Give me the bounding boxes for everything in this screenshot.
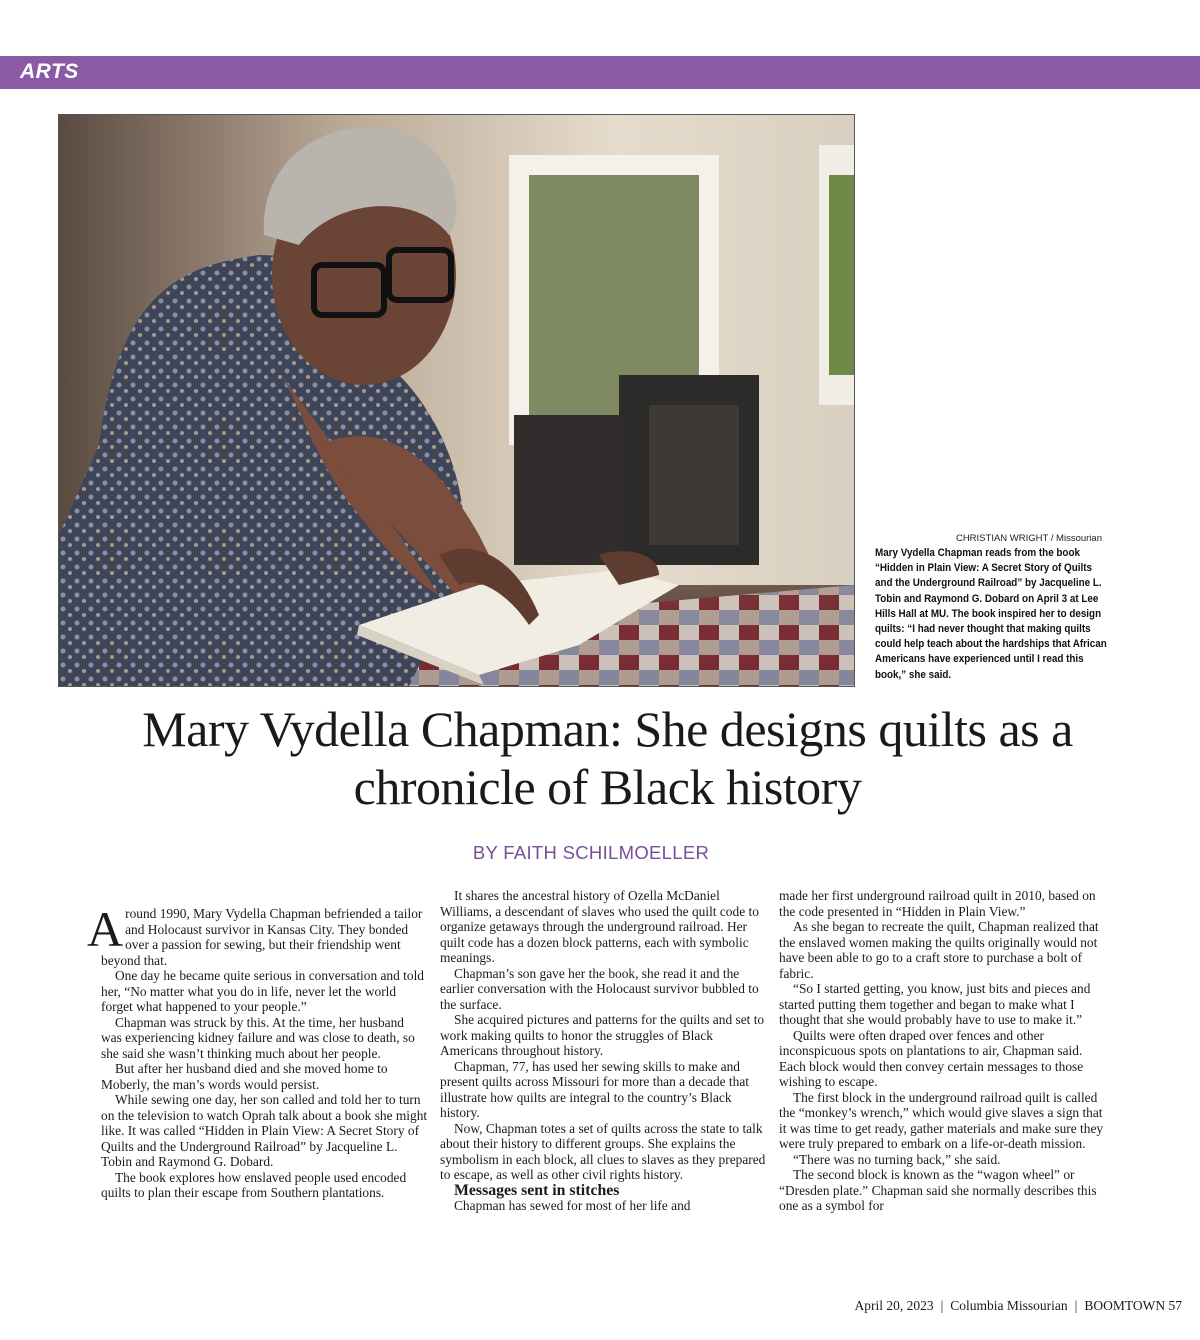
article-paragraph: It shares the ancestral history of Ozella McDaniel Williams, a descendant of slaves who used the quilt code to organize getaways through the underground railroad. Her quilt code has a dozen block patterns, each with symbolic meanings. [440,888,759,965]
article-paragraph: While sewing one day, her son called and told her to turn on the television to watch Oprah talk about a book she might like. It was called “Hidden in Plain View: A Secret Story of Quilts and the Underground Railroad” by Jacqueline L. Tobin and Raymond G. Dobard. [101,1092,428,1169]
article-photo [58,114,855,687]
article-paragraph: The second block is known as the “wagon wheel” or “Dresden plate.” Chapman said she normally describes this one as a symbol for [779,1167,1097,1213]
article-paragraph: Chapman was struck by this. At the time, her husband was experiencing kidney failure and was close to death, so she said she wasn’t thinking much about her people. [101,1014,415,1061]
article-paragraph: The first block in the underground railroad quilt is called the “monkey’s wrench,” which would give slaves a sign that it was time to get ready, gather materials and make sure they were truly prepared to embark on a life-or-death mission. [779,1089,1104,1151]
article-column-1 [87,888,428,1201]
photo-caption: Mary Vydella Chapman reads from the book “Hidden in Plain View: A Secret Story of Quilts and the Underground Railroad” by Jacqueline L. Tobin and Raymond G. Dobard on April 3 at Lee Hills Hall at MU. The book inspired her to design quilts: “I had never thought that making quilts could help teach about the hardships that African Americans have experienced until I read this book,” she said. [875,547,1107,681]
article-paragraph: She acquired pictures and patterns for the quilts and set to work making quilts to honor the struggles of Black Americans throughout history. [440,1012,765,1058]
article-paragraph: But after her husband died and she moved home to Moberly, the man’s words would persist. [101,1061,388,1092]
article-paragraph: Now, Chapman totes a set of quilts across the state to talk about their history to different groups. She explains the symbolism in each block, all clues to slaves as they prepared to escape, as well as other civil rights history. [440,1120,766,1182]
section-bar [0,56,1200,89]
footer-date: April 20, 2023 [854,1298,934,1313]
article-paragraph: Chapman’s son gave her the book, she read it and the earlier conversation with the Holocaust survivor bubbled to the surface. [440,965,759,1012]
article-subhead: Messages sent in stitches [454,1181,620,1199]
article-paragraph [87,888,428,968]
paragraph-text: round 1990, Mary Vydella Chapman befriended a tailor and Holocaust survivor in Kansas City. They bonded over a passion for sewing, but their friendship went beyond that. [101,906,423,968]
footer-separator: | [1074,1298,1078,1313]
article-paragraph: “There was no turning back,” she said. [793,1151,1001,1167]
article-column-2 [440,888,767,1214]
article-paragraph: Chapman has sewed for most of her life and [454,1198,691,1213]
article-paragraph: The book explores how enslaved people used encoded quilts to plan their escape from Southern plantations. [101,1169,407,1200]
photo-credit: CHRISTIAN WRIGHT / Missourian [955,533,1102,544]
drop-cap: A [87,901,124,957]
article-paragraph: made her first underground railroad quilt in 2010, based on the code presented in “Hidden in Plain View.” [779,888,1096,919]
footer-separator: | [940,1298,944,1313]
headline: Mary Vydella Chapman: She designs quilts as a chronicle of Black history [142,701,1073,815]
article-column-3 [779,888,1106,1214]
article-paragraph: As she began to recreate the quilt, Chapman realized that the enslaved women making the quilts originally would not have been able to go to a craft store to purchase a bolt of fabric. [779,919,1099,981]
article-paragraph: Chapman, 77, has used her sewing skills to make and present quilts across Missouri for more than a decade that illustrate how quilts are integral to the country’s Black history. [440,1058,750,1120]
article-paragraph: Quilts were often draped over fences and other inconspicuous spots on plantations to air, Chapman said. Each block would then convey certain messages to those wishing to escape. [779,1027,1084,1089]
article-paragraph: “So I started getting, you know, just bits and pieces and started putting them together and began to make what I thought that she would probably have to use to make it.” [779,981,1091,1027]
page-number: 57 [1168,1298,1182,1313]
page-footer [700,1298,1182,1314]
article-paragraph: One day he became quite serious in conversation and told her, “No matter what you do in life, never let the world forget what happened to your people.” [101,968,425,1014]
footer-section: BOOMTOWN [1084,1298,1166,1313]
byline: BY FAITH SCHILMOELLER [472,842,710,863]
footer-publication: Columbia Missourian [950,1298,1068,1313]
section-label: ARTS [20,60,79,83]
